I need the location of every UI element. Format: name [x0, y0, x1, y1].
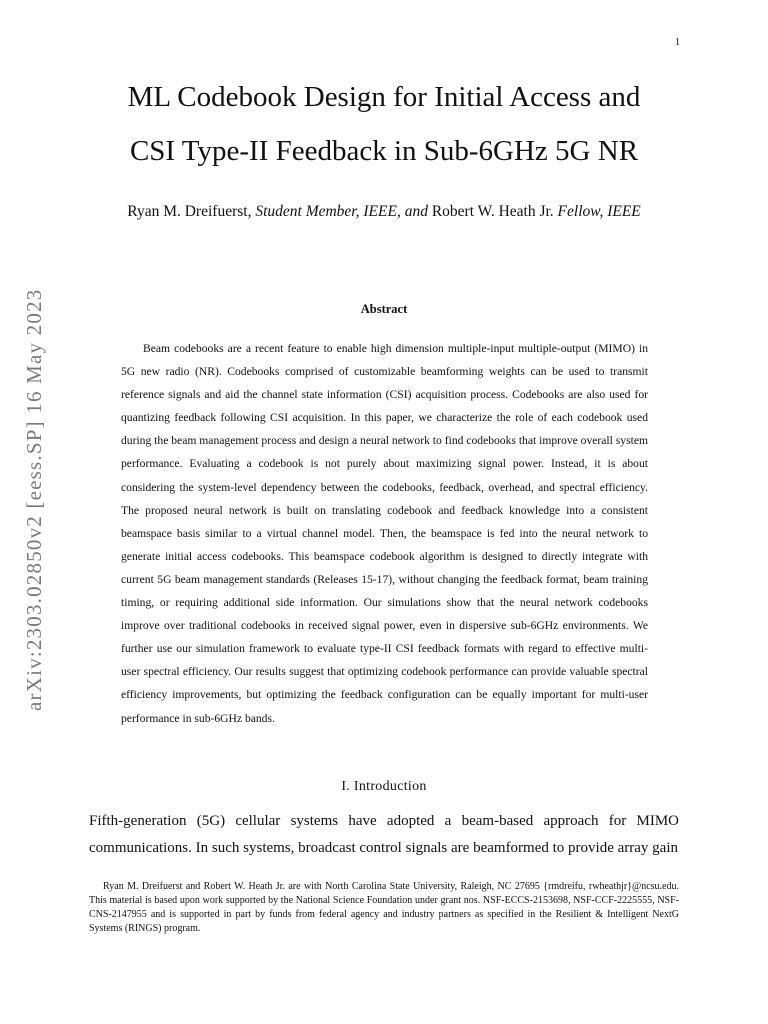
author-2-affiliation: Fellow, IEEE: [557, 203, 641, 220]
abstract-body: Beam codebooks are a recent feature to enable high dimension multiple-input multiple-output (MIMO) in 5G new radio (NR). Codebooks comprised of customizable beamforming weights can be used to transmit reference signals and aid the channel state information (CSI) acquisition process. Codebooks are also used for quantizing feedback following CSI acquisition. In this paper, we characterize the role of each codebook used during the beam management process and design a neural network to find codebooks that improve overall system performance. Evaluating a codebook is not purely about maximizing signal power. Instead, it is about considering the system-level dependency between the codebooks, feedback, overhead, and spectral efficiency. The proposed neural network is built on translating codebook and feedback knowledge into a consistent beamspace basis similar to a virtual channel model. Then, the beamspace is fed into the neural network to generate initial access codebooks. This beamspace codebook algorithm is designed to directly integrate with current 5G beam management standards (Releases 15-17), without changing the feedback format, beam training timing, or requiring additional side information. Our simulations show that the neural network codebooks improve over traditional codebooks in received signal power, even in dispersive sub-6GHz environments. We further use our simulation framework to evaluate type-II CSI feedback formats with regard to effective multi-user spectral efficiency. Our results suggest that optimizing codebook performance can provide valuable spectral efficiency improvements, but optimizing the feedback configuration can be equally important for multi-user performance in sub-6GHz bands.: [121, 342, 648, 725]
author-1-affiliation: Student Member, IEEE, and: [255, 203, 428, 220]
title-line-2: CSI Type-II Feedback in Sub-6GHz 5G NR: [129, 135, 639, 167]
author-1: Ryan M. Dreifuerst,: [127, 203, 252, 220]
author-2: Robert W. Heath Jr.: [431, 203, 554, 220]
section-heading-introduction: I. Introduction: [341, 779, 427, 794]
author-footnote: Ryan M. Dreifuerst and Robert W. Heath Jr. are with North Carolina State University, Raleigh, NC 27695 {rmdreifu, rwheathjr}@ncsu.edu. This material is based upon work supported by the National Science Foundation under grant nos. NSF-ECCS-2153698, NSF-CCF-2225555, NSF-CNS-2147955 and is supported in part by funds from federal agency and industry partners as specified in the Resilient & Intelligent NextG Systems (RINGS) program.: [89, 881, 679, 934]
author-line: [80, 200, 688, 224]
paper-title: [80, 70, 688, 178]
introduction-paragraph: Fifth-generation (5G) cellular systems have adopted a beam-based approach for MIMO communications. In such systems, broadcast control signals are beamformed to provide array gain: [89, 813, 679, 856]
title-line-1: ML Codebook Design for Initial Access and: [127, 81, 641, 113]
arxiv-stamp: arXiv:2303.02850v2 [eess.SP] 16 May 2023: [22, 288, 46, 712]
page-number: 1: [675, 37, 680, 48]
abstract-heading: Abstract: [360, 302, 408, 316]
